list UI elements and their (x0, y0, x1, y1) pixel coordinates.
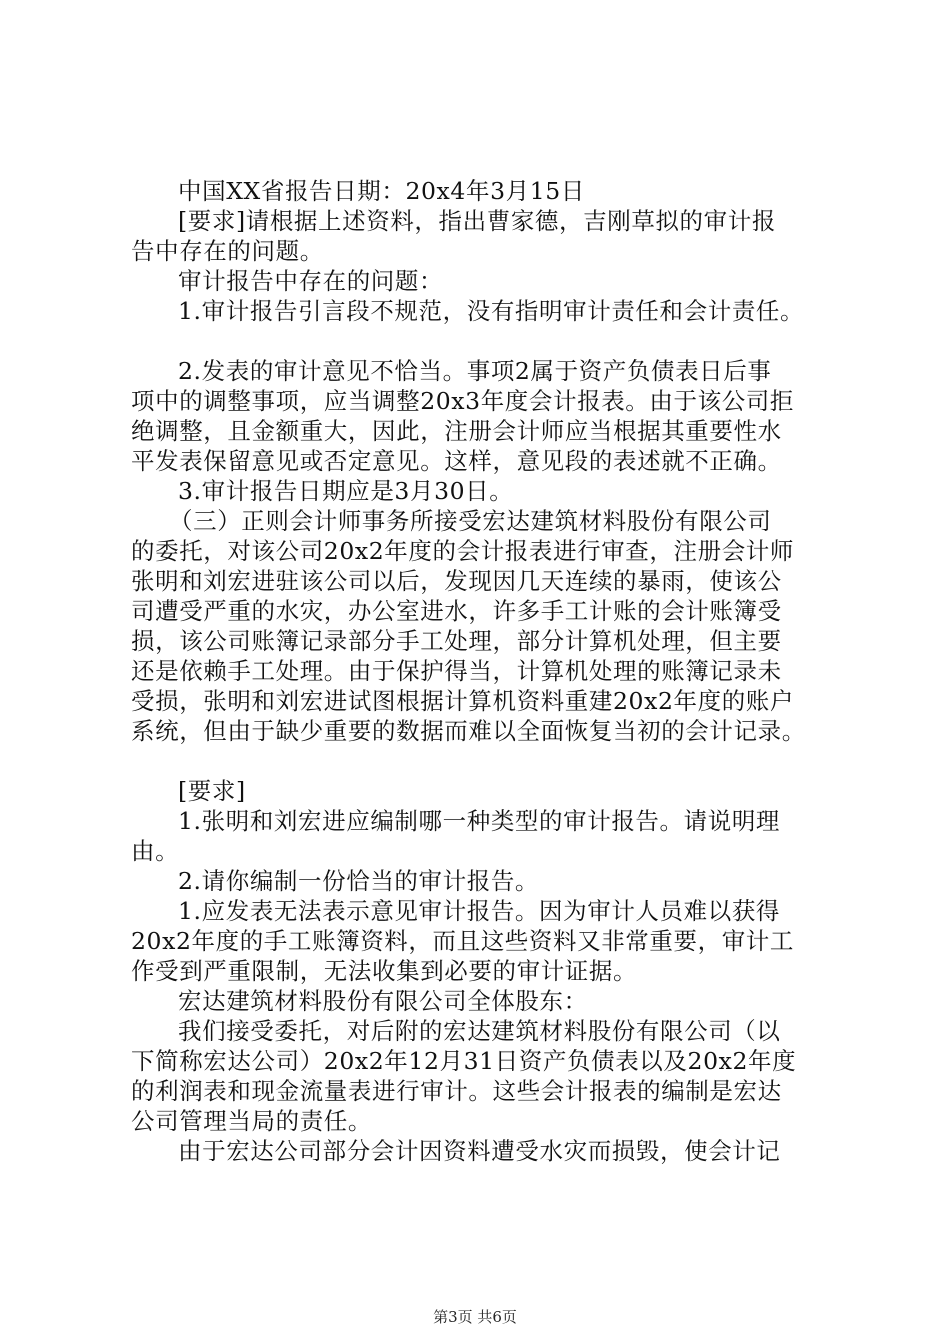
list-item: 1.应发表无法表示意见审计报告。因为审计人员难以获得 (178, 897, 781, 925)
report-date-line: 中国XX省报告日期：20x4年3月15日 (178, 177, 585, 205)
text-line: 损，该公司账簿记录部分手工处理，部分计算机处理，但主要 (131, 627, 782, 655)
text-line: 作受到严重限制，无法收集到必要的审计证据。 (131, 957, 638, 985)
addressee-line: 宏达建筑材料股份有限公司全体股东： (178, 987, 588, 1015)
text-line: 公司管理当局的责任。 (131, 1107, 372, 1135)
document-body (131, 176, 837, 1166)
text-line: 告中存在的问题。 (131, 237, 324, 265)
text-line: 受损，张明和刘宏进试图根据计算机资料重建20x2年度的账户 (131, 687, 795, 715)
list-item: 3.审计报告日期应是3月30日。 (178, 477, 514, 505)
list-item: 2.发表的审计意见不恰当。事项2属于资产负债表日后事 (178, 357, 772, 385)
blank-line (131, 746, 837, 776)
text-line: 平发表保留意见或否定意见。这样，意见段的表述就不正确。 (131, 447, 782, 475)
text-line: 的利润表和现金流量表进行审计。这些会计报表的编制是宏达 (131, 1077, 782, 1105)
text-line: 还是依赖手工处理。由于保护得当，计算机处理的账簿记录未 (131, 657, 782, 685)
requirement-heading: [要求] (178, 777, 246, 805)
text-line: 张明和刘宏进驻该公司以后，发现因几天连续的暴雨，使该公 (131, 567, 782, 595)
list-item: 2.请你编制一份恰当的审计报告。 (178, 867, 540, 895)
list-item: 1.张明和刘宏进应编制哪一种类型的审计报告。请说明理 (178, 807, 781, 835)
text-line: 的委托，对该公司20x2年度的会计报表进行审查，注册会计师 (131, 537, 795, 565)
case-paragraph-start: （三）正则会计师事务所接受宏达建筑材料股份有限公司 (169, 507, 772, 535)
paragraph-start: 由于宏达公司部分会计因资料遭受水灾而损毁，使会计记 (178, 1137, 781, 1165)
section-heading: 审计报告中存在的问题： (178, 267, 444, 295)
text-line: 下简称宏达公司）20x2年12月31日资产负债表以及20x2年度 (131, 1047, 797, 1075)
requirement-line: [要求]请根据上述资料，指出曹家德，吉刚草拟的审计报 (178, 207, 776, 235)
text-line: 绝调整，且金额重大，因此，注册会计师应当根据其重要性水 (131, 417, 782, 445)
page-number: 第3页 共6页 (433, 1308, 517, 1326)
text-line: 20x2年度的手工账簿资料，而且这些资料又非常重要，审计工 (131, 927, 795, 955)
text-line: 由。 (131, 837, 180, 865)
list-item: 1.审计报告引言段不规范，没有指明审计责任和会计责任。 (178, 297, 805, 325)
text-line: 系统，但由于缺少重要的数据而难以全面恢复当初的会计记录。 (131, 717, 806, 745)
text-line: 司遭受严重的水灾，办公室进水，许多手工计账的会计账簿受 (131, 597, 782, 625)
paragraph-start: 我们接受委托，对后附的宏达建筑材料股份有限公司（以 (178, 1017, 781, 1045)
text-line: 项中的调整事项，应当调整20x3年度会计报表。由于该公司拒 (131, 387, 795, 415)
blank-line (131, 326, 837, 356)
